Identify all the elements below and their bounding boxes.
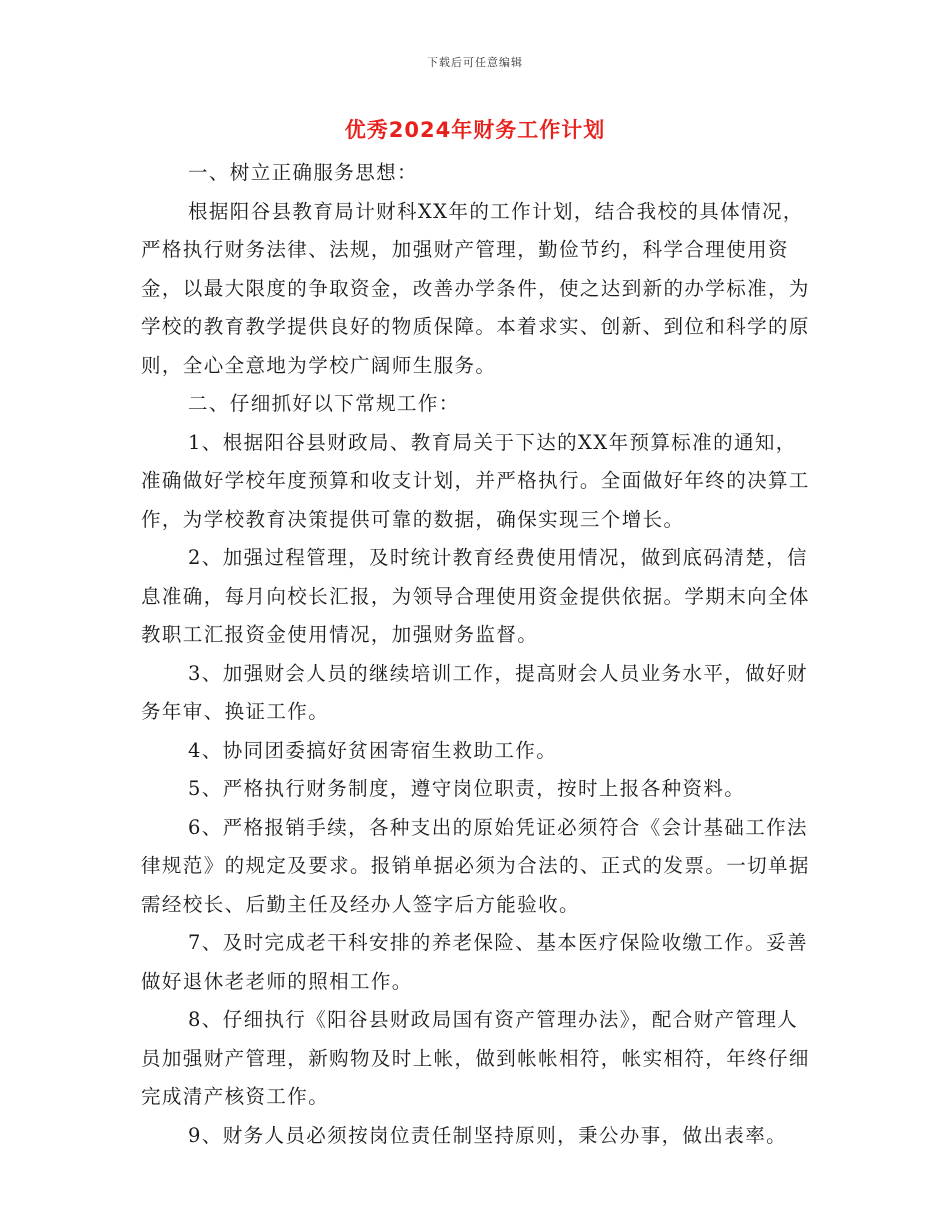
paragraph-intro: 根据阳谷县教育局计财科XX年的工作计划，结合我校的具体情况，严格执行财务法律、法规，加强财产管理，勤俭节约，科学合理使用资金，以最大限度的争取资金，改善办学条件，使之达到新的办学标准，为学校的教育教学提供良好的物质保障。本着求实、创新、到位和科学的原则，全心全意地为学校广阔师生服务。 (141, 199, 810, 377)
list-item-4: 4、协同团委搞好贫困寄宿生救助工作。 (188, 738, 558, 762)
list-item-7: 7、及时完成老干科安排的养老保险、基本医疗保险收缴工作。妥善做好退休老老师的照相工作。 (141, 931, 808, 993)
header-note: 下载后可任意编辑 (427, 56, 523, 69)
list-item-9: 9、财务人员必须按岗位责任制坚持原则，秉公办事，做出表率。 (188, 1123, 788, 1147)
list-item-3: 3、加强财会人员的继续培训工作，提高财会人员业务水平，做好财务年审、换证工作。 (141, 661, 808, 723)
list-item-1: 1、根据阳谷县财政局、教育局关于下达的XX年预算标准的通知，准确做好学校年度预算和收支计划，并严格执行。全面做好年终的决算工作，为学校教育决策提供可靠的数据，确保实现三个增长。 (141, 430, 810, 531)
document-title: 优秀2024年财务工作计划 (344, 118, 606, 142)
document-body (141, 154, 817, 1155)
section-heading-1: 一、树立正确服务思想： (188, 161, 418, 184)
section-heading-2: 二、仔细抓好以下常规工作： (188, 392, 460, 415)
list-item-5: 5、严格执行财务制度，遵守岗位职责，按时上报各种资料。 (188, 777, 746, 800)
list-item-2: 2、加强过程管理，及时统计教育经费使用情况，做到底码清楚，信息准确，每月向校长汇报，为领导合理使用资金提供依据。学期末向全体教职工汇报资金使用情况，加强财务监督。 (141, 546, 810, 646)
list-item-6: 6、严格报销手续，各种支出的原始凭证必须符合《会计基础工作法律规范》的规定及要求。报销单据必须为合法的、正式的发票。一切单据需经校长、后勤主任及经办人签字后方能验收。 (141, 815, 810, 916)
list-item-8: 8、仔细执行《阳谷县财政局国有资产管理办法》，配合财产管理人员加强财产管理，新购物及时上帐，做到帐帐相符，帐实相符，年终仔细完成清产核资工作。 (141, 1008, 810, 1108)
